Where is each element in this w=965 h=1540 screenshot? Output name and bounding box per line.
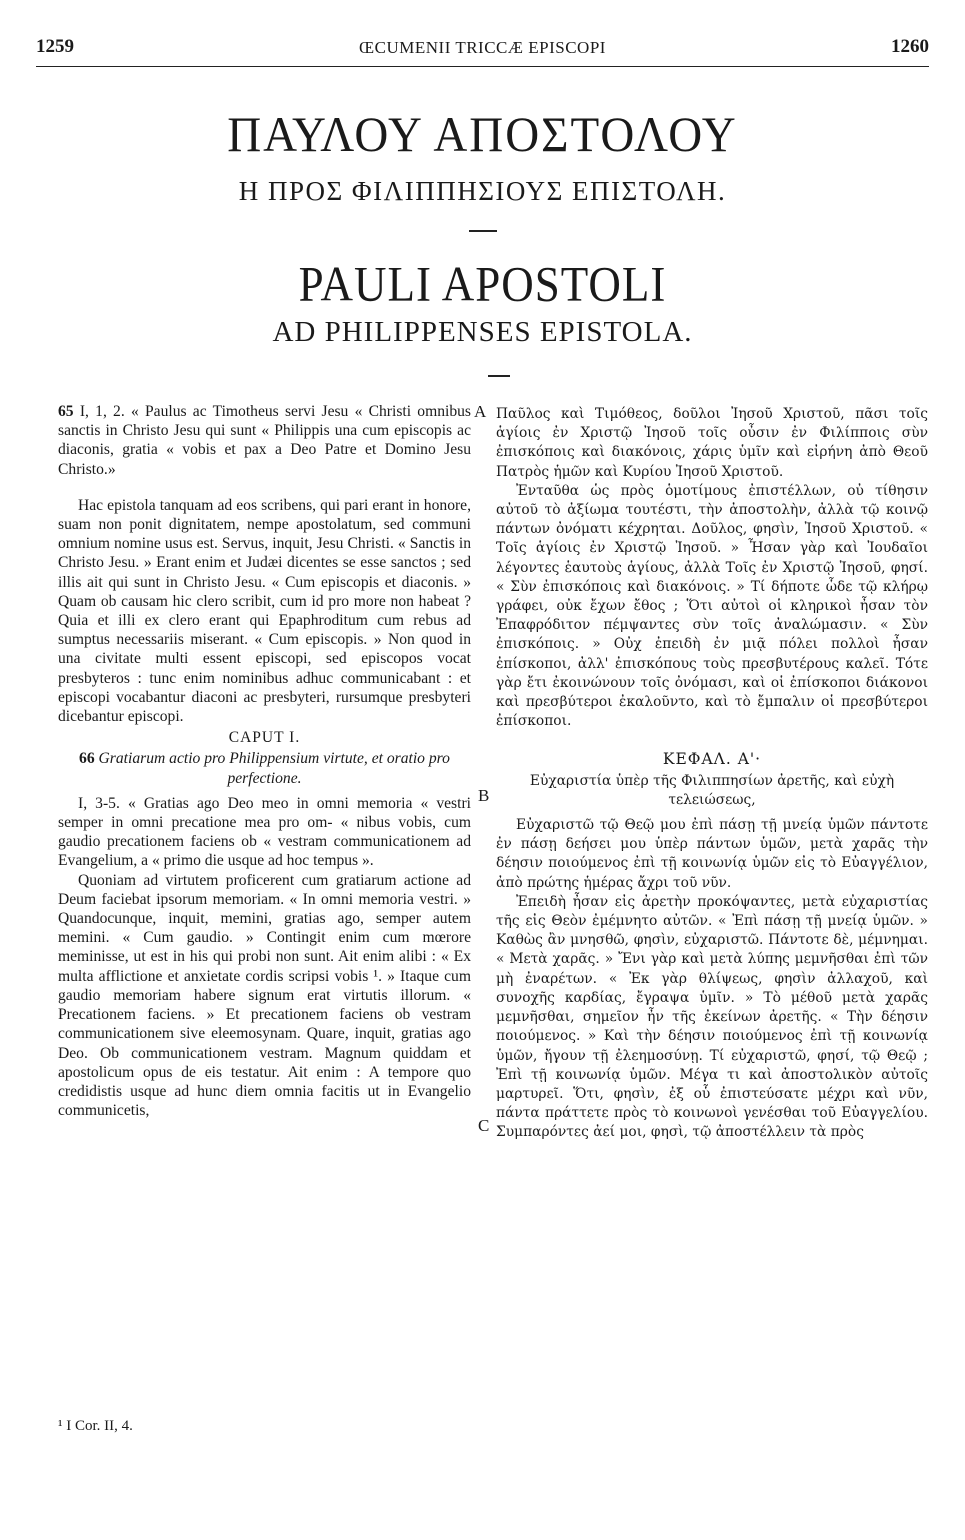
section-66-heading	[58, 749, 471, 787]
greek-paragraph-3: Εὐχαριστῶ τῷ Θεῷ μου ἐπὶ πάσῃ τῇ μνείᾳ ὑμῶν πάντοτε ἐν πάσῃ δεήσει μου ὑπὲρ πάντων ὑμῶν, μετὰ χαρᾶς τὴν δέησιν ποιούμενος ἐπὶ τῇ κοινωνίᾳ ὑμῶν εἰς τὸ Εὐαγγέλιον, ἀπὸ πρώτης ἡμέρας ἄχρι τοῦ νῦν.	[496, 817, 928, 891]
title-divider	[469, 230, 497, 232]
greek-paragraph-2: Ἐνταῦθα ὡς πρὸς ὁμοτίμους ἐπιστέλλων, οὐ τίθησιν αὐτοῦ τὸ ἀξίωμα τουτέστι, τὴν ἀποστολὴν, ἀλλὰ τῷ κοινῷ πάντων ὀνόματι κέχρηται. Δοῦλος, φησὶν, Ἰησοῦ Χριστοῦ. « Τοῖς ἁγίοις ἐν Χριστῷ Ἰησοῦ. » Ἦσαν γὰρ καὶ Ἰουδαῖοι λέγοντες ἑαυτοὺς ἁγίους, ἀλλὰ Τοῖς ἐν Χριστῷ Ἰησοῦ, φησί. « Σὺν ἐπισκόποις καὶ διακόνοις. » Τί δήποτε ὧδε τῷ κλήρῳ γράφει, οὐκ ἔχων ἔθος ; Ὅτι αὐτοὶ οἱ κληρικοὶ ἦσαν τὸν Ἐπαφρόδιτον πέμψαντες σὺν τοῖς ἀναλώμασιν. « Σὺν ἐπισκόποις. » Οὐχ ἐπειδὴ ἐν μιᾷ πόλει πολλοὶ ἦσαν ἐπίσκοποι, ἀλλ' ἐπισκόπους τοὺς πρεσβυτέρους καλεῖ. Τότε γὰρ ἔτι ἐκοινώνουν τοῖς ὀνόμασι, καὶ οἱ ἐπίσκοποι διάκονοι καὶ πρεσβύτεροι ἐκαλοῦντο, καὶ τὸ ἔμπαλιν οἱ πρεσβύτεροι ἐπίσκοποι.	[496, 482, 928, 730]
kephaa-subtitle: Εὐχαριστία ὑπὲρ τῆς Φιλιππησίων ἀρετῆς, καὶ εὐχὴ τελειώσεως,	[529, 772, 895, 808]
latin-text-1: I, 1, 2. « Paulus ac Timotheus servi Jesu « Christi omnibus sanctis in Christo Jesu qui sunt « Philippis una cum episcopis ac diaconis, gratia « vobis et pax a Deo Patre et Domino Jesu Christo.»	[58, 403, 471, 478]
margin-letter-a: A	[474, 402, 487, 421]
greek-subtitle: Η ΠΡΟΣ ΦΙΛΙΠΠΗΣΙΟΥΣ ΕΠΙΣΤΟΛΗ.	[238, 176, 727, 206]
title-divider-2	[488, 375, 510, 377]
greek-column	[496, 405, 928, 1143]
latin-title: PAULI APOSTOLI	[298, 256, 667, 312]
latin-paragraph-2: Hac epistola tanquam ad eos scribens, qui pari erant in honore, suam non ponit dignitatem, nempe apostolatum, sed communi omnium nomine usus est. Servus, inquit, Jesu Christi. « Sanctis in Christo Jesu. » Erant enim et Judæi dicentes se esse sanctos ; sed illis ait qui sunt in Christo Jesu. « Cum episcopis et diaconis. » Quam ob causam hic clero scribit, cum id pro more non habeat ? Quia et illi ex clero erant qui Epaphroditum cum rebus ad sumptus necessariis miserant. « Cum episcopis. » Non quod in una civitate multi essent episcopi, sed episcopos vocat presbyteros : tunc enim nominibus adhuc communicabant : et episcopi vocabantur diaconi ac presbyteri, rursumque presbyteri dicebantur episcopi.	[58, 496, 471, 726]
margin-letter-b: B	[478, 786, 490, 805]
header-rule	[36, 66, 929, 67]
kephaa-heading: ΚΕΦΑΛ. Α'·	[662, 750, 762, 769]
running-header	[36, 36, 929, 62]
page-number-left: 1259	[36, 36, 74, 57]
running-title: ŒCUMENII TRICCÆ EPISCOPI	[359, 38, 606, 57]
latin-column	[58, 402, 471, 1120]
margin-letter-c: C	[478, 1116, 490, 1135]
latin-subtitle: AD PHILIPPENSES EPISTOLA.	[272, 316, 693, 348]
latin-paragraph-3: I, 3-5. « Gratias ago Deo meo in omni memoria « vestri semper in omni precatione mea pro om- « nibus vobis, cum gaudio precationem faciens ob « vestram communicationem ad Evangelium, a « primo die usque ad hoc tempus ».	[58, 794, 471, 870]
section-number-65: 65	[58, 403, 74, 420]
greek-paragraph-4: Ἐπειδὴ ἦσαν εἰς ἀρετὴν προκόψαντες, μετὰ εὐχαριστίας τῆς εἰς Θεὸν ἐμέμνητο αὐτῶν. « Ἐπὶ πάσῃ τῇ μνείᾳ ὑμῶν. » Καθὼς ἂν μνησθῶ, φησὶν, εὐχαριστῶ. Πάντοτε δὲ, μέμνημαι. « Μετὰ χαρᾶς. » Ἔνι γὰρ καὶ μετὰ λύπης μεμνῆσθαι ἐπὶ τῶν μὴ ἐναρέτων. « Ἐκ γὰρ θλίψεως, φησὶν ἀλλαχοῦ, καὶ συνοχῆς καρδίας, ἔγραψα ὑμῖν. » Τὸ μέθοῦ μετὰ χαρᾶς μεμνῆσθαι, σημεῖον ἦν τῆς ἐκείνων ἀρετῆς. « Τὴν δέησιν ποιούμενος. » Καὶ τὴν δέησιν ποιούμενος ἐπὶ τῇ κοινωνίᾳ ὑμῶν, ἤγουν τῇ ἐλεημοσύνῃ. Τί εὐχαριστῶ, φησί, τῷ Θεῷ ; Ἐπὶ τῇ κοινωνίᾳ ὑμῶν. Μέγα τι καὶ ἀποστολικὸν αὐτοῖς μαρτυρεῖ. Ὅτι, φησὶν, ἐξ οὗ ἐπιστεύσατε μέχρι καὶ νῦν, πάντα πράττετε πρὸς τὸ κοινωνοὶ γενέσθαι τοῦ Εὐαγγελίου. Συμπαρόντες ἀεί μοι, φησὶ, τῷ ἀποστέλλειν τὰ πρὸς	[496, 893, 928, 1141]
footnote: ¹ I Cor. II, 4.	[58, 1418, 133, 1434]
section-66-title: Gratiarum actio pro Philippensium virtute, et oratio pro perfectione.	[98, 750, 450, 787]
latin-paragraph-1	[58, 402, 471, 479]
section-number-66: 66	[79, 750, 95, 768]
greek-paragraph-1: Παῦλος καὶ Τιμόθεος, δοῦλοι Ἰησοῦ Χριστοῦ, πᾶσι τοῖς ἁγίοις ἐν Χριστῷ Ἰησοῦ τοῖς οὖσιν ἐν Φιλίπποις σὺν ἐπισκόποις καὶ διακόνοις, χάρις ὑμῖν καὶ εἰρήνη ἀπὸ Θεοῦ Πατρὸς ἡμῶν καὶ Κυρίου Ἰησοῦ Χριστοῦ.	[496, 406, 928, 480]
greek-title: ΠΑΥΛΟΥ ΑΠΟΣΤΟΛΟΥ	[227, 107, 738, 163]
latin-paragraph-4: Quoniam ad virtutem proficerent cum gratiarum actione ad Deum faciebat ipsorum memoriam. « In omni memoria vestri. » Quandocunque, inquit, memini, gratias ago, semper autem memini. « Cum gaudio. » Contingit enim cum mœrore meminisse, ut est in his qui probi non sunt. Ait enim alibi : « Ex multa afflictione et anxietate cordis scripsi vobis ¹. » Itaque cum gaudio memoriam habere signum erat virtutis illorum. « Precationem faciens. » Et precationem faciens ob vestram communicationem sive eleemosynam. Quare, inquit, gratias ago Deo. Ob communicationem vestram. Magnum quiddam et apostolicum opus de eis testatur. Ait enim : A tempore quo credidistis usque ad hunc diem omnia facitis ut in Evangelio communicetis,	[58, 871, 471, 1120]
caput-heading: CAPUT I.	[228, 729, 301, 747]
page-number-right: 1260	[891, 36, 929, 57]
